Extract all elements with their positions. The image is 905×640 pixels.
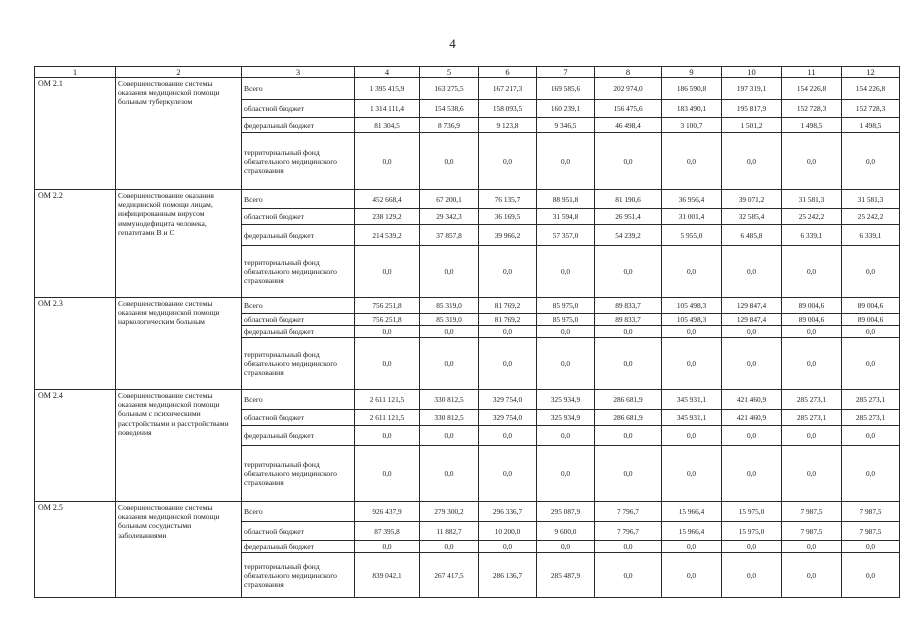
value-cell: 0,0 xyxy=(537,246,595,298)
value-cell: 87 395,8 xyxy=(355,522,420,541)
value-cell: 286 136,7 xyxy=(479,553,537,598)
value-cell: 15 966,4 xyxy=(662,502,722,522)
column-header: 12 xyxy=(842,67,900,78)
budget-table xyxy=(34,66,900,598)
value-cell: 0,0 xyxy=(537,326,595,338)
value-cell: 0,0 xyxy=(420,446,479,502)
value-cell: 57 357,0 xyxy=(537,225,595,246)
table-row xyxy=(35,298,900,314)
measure-code: ОМ 2.3 xyxy=(35,298,116,390)
value-cell: 6 339,1 xyxy=(842,225,900,246)
value-cell: 152 728,3 xyxy=(782,100,842,118)
funding-source: Всего xyxy=(242,78,355,100)
value-cell: 325 934,9 xyxy=(537,390,595,410)
value-cell: 267 417,5 xyxy=(420,553,479,598)
value-cell: 197 319,1 xyxy=(722,78,782,100)
value-cell: 195 817,9 xyxy=(722,100,782,118)
value-cell: 2 611 121,5 xyxy=(355,410,420,426)
value-cell: 0,0 xyxy=(420,326,479,338)
value-cell: 0,0 xyxy=(782,338,842,390)
value-cell: 0,0 xyxy=(479,541,537,553)
value-cell: 36 956,4 xyxy=(662,190,722,209)
value-cell: 152 728,3 xyxy=(842,100,900,118)
measure-name: Совершенствование системы оказания медицинской помощи больным туберкулезом xyxy=(116,78,242,190)
value-cell: 89 004,6 xyxy=(782,314,842,326)
value-cell: 81 769,2 xyxy=(479,298,537,314)
value-cell: 39 071,2 xyxy=(722,190,782,209)
measure-code: ОМ 2.1 xyxy=(35,78,116,190)
value-cell: 9 600,0 xyxy=(537,522,595,541)
value-cell: 421 460,9 xyxy=(722,410,782,426)
value-cell: 31 581,3 xyxy=(782,190,842,209)
value-cell: 3 100,7 xyxy=(662,118,722,133)
value-cell: 89 004,6 xyxy=(842,298,900,314)
measure-name: Совершенствование системы оказания медицинской помощи больным с психическими расстройствами и расстройствами поведения xyxy=(116,390,242,502)
value-cell: 0,0 xyxy=(842,326,900,338)
value-cell: 0,0 xyxy=(537,338,595,390)
value-cell: 46 498,4 xyxy=(595,118,662,133)
funding-source: федеральный бюджет xyxy=(242,426,355,446)
value-cell: 0,0 xyxy=(782,326,842,338)
value-cell: 9 123,8 xyxy=(479,118,537,133)
value-cell: 0,0 xyxy=(595,446,662,502)
value-cell: 0,0 xyxy=(420,541,479,553)
value-cell: 0,0 xyxy=(595,133,662,190)
value-cell: 0,0 xyxy=(595,246,662,298)
column-header: 5 xyxy=(420,67,479,78)
value-cell: 10 200,0 xyxy=(479,522,537,541)
value-cell: 76 135,7 xyxy=(479,190,537,209)
column-header: 2 xyxy=(116,67,242,78)
value-cell: 1 498,5 xyxy=(842,118,900,133)
value-cell: 329 754,0 xyxy=(479,390,537,410)
value-cell: 926 437,9 xyxy=(355,502,420,522)
value-cell: 5 955,0 xyxy=(662,225,722,246)
value-cell: 25 242,2 xyxy=(842,209,900,225)
column-header: 3 xyxy=(242,67,355,78)
column-header: 10 xyxy=(722,67,782,78)
value-cell: 0,0 xyxy=(782,246,842,298)
value-cell: 26 951,4 xyxy=(595,209,662,225)
value-cell: 0,0 xyxy=(537,426,595,446)
value-cell: 7 987,5 xyxy=(842,522,900,541)
funding-source: территориальный фонд обязательного медицинского страхования xyxy=(242,246,355,298)
table-row xyxy=(35,390,900,410)
value-cell: 0,0 xyxy=(662,426,722,446)
value-cell: 11 882,7 xyxy=(420,522,479,541)
value-cell: 0,0 xyxy=(595,338,662,390)
value-cell: 89 833,7 xyxy=(595,298,662,314)
value-cell: 0,0 xyxy=(782,553,842,598)
funding-source: федеральный бюджет xyxy=(242,225,355,246)
value-cell: 163 275,5 xyxy=(420,78,479,100)
value-cell: 6 485,8 xyxy=(722,225,782,246)
value-cell: 169 585,6 xyxy=(537,78,595,100)
value-cell: 0,0 xyxy=(420,133,479,190)
value-cell: 0,0 xyxy=(662,338,722,390)
funding-source: федеральный бюджет xyxy=(242,326,355,338)
value-cell: 85 319,0 xyxy=(420,298,479,314)
value-cell: 286 681,9 xyxy=(595,410,662,426)
value-cell: 0,0 xyxy=(479,338,537,390)
funding-source: федеральный бюджет xyxy=(242,118,355,133)
value-cell: 89 004,6 xyxy=(782,298,842,314)
value-cell: 756 251,8 xyxy=(355,298,420,314)
value-cell: 0,0 xyxy=(782,541,842,553)
value-cell: 154 226,8 xyxy=(782,78,842,100)
value-cell: 214 539,2 xyxy=(355,225,420,246)
value-cell: 15 975,0 xyxy=(722,502,782,522)
value-cell: 345 931,1 xyxy=(662,390,722,410)
measure-code: ОМ 2.4 xyxy=(35,390,116,502)
value-cell: 0,0 xyxy=(420,338,479,390)
value-cell: 186 590,8 xyxy=(662,78,722,100)
value-cell: 0,0 xyxy=(722,553,782,598)
value-cell: 0,0 xyxy=(662,553,722,598)
value-cell: 0,0 xyxy=(355,426,420,446)
value-cell: 285 273,1 xyxy=(782,410,842,426)
value-cell: 1 501,2 xyxy=(722,118,782,133)
value-cell: 31 594,8 xyxy=(537,209,595,225)
measure-name: Совершенствование оказания медицинской помощи лицам, инфицированным вирусом иммунодефицита человека, гепатитами В и С xyxy=(116,190,242,298)
table-body xyxy=(35,67,900,598)
value-cell: 0,0 xyxy=(842,446,900,502)
value-cell: 0,0 xyxy=(537,541,595,553)
funding-source: Всего xyxy=(242,190,355,209)
measure-name: Совершенствование системы оказания медицинской помощи больным сосудистыми заболеваниями xyxy=(116,502,242,598)
value-cell: 0,0 xyxy=(722,133,782,190)
value-cell: 1 498,5 xyxy=(782,118,842,133)
column-header: 1 xyxy=(35,67,116,78)
value-cell: 105 498,3 xyxy=(662,314,722,326)
funding-source: областной бюджет xyxy=(242,209,355,225)
value-cell: 36 169,5 xyxy=(479,209,537,225)
value-cell: 67 200,1 xyxy=(420,190,479,209)
value-cell: 0,0 xyxy=(355,326,420,338)
funding-source: территориальный фонд обязательного медицинского страхования xyxy=(242,133,355,190)
value-cell: 839 042,1 xyxy=(355,553,420,598)
value-cell: 31 581,3 xyxy=(842,190,900,209)
value-cell: 154 538,6 xyxy=(420,100,479,118)
value-cell: 0,0 xyxy=(595,553,662,598)
value-cell: 32 585,4 xyxy=(722,209,782,225)
value-cell: 452 668,4 xyxy=(355,190,420,209)
value-cell: 29 342,3 xyxy=(420,209,479,225)
value-cell: 285 273,1 xyxy=(782,390,842,410)
value-cell: 129 847,4 xyxy=(722,314,782,326)
value-cell: 0,0 xyxy=(662,246,722,298)
value-cell: 89 004,6 xyxy=(842,314,900,326)
value-cell: 296 336,7 xyxy=(479,502,537,522)
value-cell: 0,0 xyxy=(782,426,842,446)
value-cell: 154 226,8 xyxy=(842,78,900,100)
value-cell: 39 966,2 xyxy=(479,225,537,246)
value-cell: 7 987,5 xyxy=(842,502,900,522)
value-cell: 0,0 xyxy=(479,426,537,446)
value-cell: 2 611 121,5 xyxy=(355,390,420,410)
value-cell: 81 304,5 xyxy=(355,118,420,133)
value-cell: 0,0 xyxy=(537,133,595,190)
value-cell: 330 812,5 xyxy=(420,410,479,426)
value-cell: 0,0 xyxy=(722,446,782,502)
value-cell: 0,0 xyxy=(662,446,722,502)
value-cell: 0,0 xyxy=(479,246,537,298)
value-cell: 183 490,1 xyxy=(662,100,722,118)
value-cell: 25 242,2 xyxy=(782,209,842,225)
column-header: 7 xyxy=(537,67,595,78)
value-cell: 6 339,1 xyxy=(782,225,842,246)
value-cell: 0,0 xyxy=(782,133,842,190)
value-cell: 279 300,2 xyxy=(420,502,479,522)
funding-source: Всего xyxy=(242,298,355,314)
value-cell: 0,0 xyxy=(355,541,420,553)
value-cell: 0,0 xyxy=(355,446,420,502)
value-cell: 0,0 xyxy=(595,326,662,338)
value-cell: 81 769,2 xyxy=(479,314,537,326)
value-cell: 88 951,8 xyxy=(537,190,595,209)
funding-source: областной бюджет xyxy=(242,410,355,426)
value-cell: 0,0 xyxy=(420,246,479,298)
value-cell: 129 847,4 xyxy=(722,298,782,314)
measure-code: ОМ 2.2 xyxy=(35,190,116,298)
value-cell: 345 931,1 xyxy=(662,410,722,426)
value-cell: 167 217,3 xyxy=(479,78,537,100)
value-cell: 0,0 xyxy=(595,541,662,553)
value-cell: 286 681,9 xyxy=(595,390,662,410)
value-cell: 421 460,9 xyxy=(722,390,782,410)
value-cell: 0,0 xyxy=(420,426,479,446)
value-cell: 285 487,9 xyxy=(537,553,595,598)
funding-source: федеральный бюджет xyxy=(242,541,355,553)
measure-name: Совершенствование системы оказания медицинской помощи наркологическим больным xyxy=(116,298,242,390)
value-cell: 0,0 xyxy=(722,338,782,390)
table-row xyxy=(35,78,900,100)
column-header: 9 xyxy=(662,67,722,78)
page-number: 4 xyxy=(449,36,456,51)
value-cell: 202 974,0 xyxy=(595,78,662,100)
value-cell: 0,0 xyxy=(355,338,420,390)
value-cell: 7 796,7 xyxy=(595,522,662,541)
value-cell: 160 239,1 xyxy=(537,100,595,118)
value-cell: 0,0 xyxy=(842,426,900,446)
table-row xyxy=(35,502,900,522)
funding-source: областной бюджет xyxy=(242,100,355,118)
value-cell: 85 975,0 xyxy=(537,298,595,314)
value-cell: 85 319,0 xyxy=(420,314,479,326)
value-cell: 54 239,2 xyxy=(595,225,662,246)
value-cell: 0,0 xyxy=(479,326,537,338)
value-cell: 158 093,5 xyxy=(479,100,537,118)
value-cell: 0,0 xyxy=(722,426,782,446)
value-cell: 0,0 xyxy=(479,446,537,502)
value-cell: 0,0 xyxy=(662,326,722,338)
column-header: 8 xyxy=(595,67,662,78)
value-cell: 238 129,2 xyxy=(355,209,420,225)
column-header: 4 xyxy=(355,67,420,78)
value-cell: 1 395 415,9 xyxy=(355,78,420,100)
value-cell: 0,0 xyxy=(842,541,900,553)
value-cell: 329 754,0 xyxy=(479,410,537,426)
value-cell: 0,0 xyxy=(537,446,595,502)
value-cell: 8 736,9 xyxy=(420,118,479,133)
value-cell: 0,0 xyxy=(722,326,782,338)
value-cell: 0,0 xyxy=(662,541,722,553)
value-cell: 7 987,5 xyxy=(782,522,842,541)
value-cell: 0,0 xyxy=(479,133,537,190)
funding-source: территориальный фонд обязательного медицинского страхования xyxy=(242,446,355,502)
value-cell: 15 975,0 xyxy=(722,522,782,541)
value-cell: 0,0 xyxy=(595,426,662,446)
funding-source: областной бюджет xyxy=(242,314,355,326)
measure-code: ОМ 2.5 xyxy=(35,502,116,598)
value-cell: 0,0 xyxy=(355,133,420,190)
value-cell: 0,0 xyxy=(355,246,420,298)
value-cell: 7 796,7 xyxy=(595,502,662,522)
value-cell: 15 966,4 xyxy=(662,522,722,541)
value-cell: 0,0 xyxy=(842,133,900,190)
value-cell: 0,0 xyxy=(842,553,900,598)
value-cell: 9 346,5 xyxy=(537,118,595,133)
funding-source: Всего xyxy=(242,502,355,522)
column-header: 11 xyxy=(782,67,842,78)
value-cell: 81 190,6 xyxy=(595,190,662,209)
value-cell: 31 001,4 xyxy=(662,209,722,225)
value-cell: 7 987,5 xyxy=(782,502,842,522)
value-cell: 0,0 xyxy=(722,246,782,298)
value-cell: 89 833,7 xyxy=(595,314,662,326)
column-header-row xyxy=(35,67,900,78)
funding-source: Всего xyxy=(242,390,355,410)
value-cell: 85 975,0 xyxy=(537,314,595,326)
table-row xyxy=(35,190,900,209)
value-cell: 37 857,8 xyxy=(420,225,479,246)
value-cell: 285 273,1 xyxy=(842,390,900,410)
value-cell: 0,0 xyxy=(722,541,782,553)
value-cell: 0,0 xyxy=(842,246,900,298)
funding-source: территориальный фонд обязательного медицинского страхования xyxy=(242,553,355,598)
value-cell: 325 934,9 xyxy=(537,410,595,426)
value-cell: 756 251,8 xyxy=(355,314,420,326)
value-cell: 0,0 xyxy=(842,338,900,390)
value-cell: 0,0 xyxy=(782,446,842,502)
funding-source: территориальный фонд обязательного медицинского страхования xyxy=(242,338,355,390)
column-header: 6 xyxy=(479,67,537,78)
value-cell: 0,0 xyxy=(662,133,722,190)
funding-source: областной бюджет xyxy=(242,522,355,541)
value-cell: 295 087,9 xyxy=(537,502,595,522)
value-cell: 105 498,3 xyxy=(662,298,722,314)
value-cell: 1 314 111,4 xyxy=(355,100,420,118)
value-cell: 330 812,5 xyxy=(420,390,479,410)
value-cell: 285 273,1 xyxy=(842,410,900,426)
value-cell: 156 475,6 xyxy=(595,100,662,118)
